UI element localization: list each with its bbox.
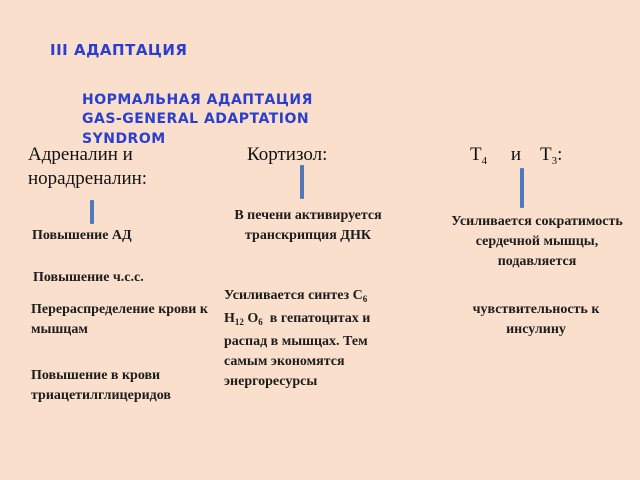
- adrenaline-effect-bp: Повышение АД: [32, 228, 132, 243]
- synthesis-h: H: [224, 311, 235, 326]
- thyroid-connector: [520, 168, 524, 208]
- adrenaline-header: Адреналин и норадреналин:: [28, 144, 148, 189]
- t4-subscript: 4: [481, 155, 488, 167]
- cortisol-header: Кортизол:: [247, 144, 328, 165]
- thyroid-header: [470, 143, 562, 173]
- adrenaline-effect-triglycerides: Повышение в крови триацетилглицеридов: [31, 368, 171, 403]
- t4-label: T: [470, 144, 482, 165]
- thyroid-colon: :: [557, 144, 563, 165]
- adrenaline-effect-blood-redistribution: Перераспределение крови к мышцам: [31, 302, 208, 337]
- adrenaline-effect-hr: Повышение ч.с.с.: [33, 270, 144, 285]
- subtitle-line-3: SYNDROM: [82, 131, 166, 147]
- thyroid-effect-insulin: чувствительность к инсулину: [472, 302, 600, 337]
- synthesis-prefix: Усиливается синтез C: [224, 288, 363, 303]
- cortisol-effect-liver: В печени активируется транскрипция ДНК: [234, 208, 382, 243]
- synthesis-o: O: [247, 311, 259, 326]
- subtitle-line-1: НОРМАЛЬНАЯ АДАПТАЦИЯ: [82, 92, 313, 108]
- synthesis-c-subscript: 6: [362, 294, 368, 304]
- synthesis-o-subscript: 6: [258, 317, 263, 327]
- thyroid-conjunction: и: [510, 144, 522, 165]
- adrenaline-connector: [90, 200, 94, 224]
- t3-subscript: 3: [551, 155, 558, 167]
- t3-label: T: [540, 144, 552, 165]
- cortisol-connector: [300, 165, 304, 199]
- section-title: III АДАПТАЦИЯ: [50, 41, 188, 59]
- subtitle-line-2: GAS-GENERAL ADAPTATION: [82, 111, 310, 127]
- synthesis-suffix: в гепатоцитах и распад в мышцах. Тем самым экономятся энергоресурсы: [224, 311, 371, 389]
- thyroid-effect-heart: Усиливается сократимость сердечной мышцы, подавляется: [451, 214, 623, 269]
- cortisol-effect-synthesis: [224, 286, 410, 392]
- synthesis-h-subscript: 12: [234, 317, 244, 327]
